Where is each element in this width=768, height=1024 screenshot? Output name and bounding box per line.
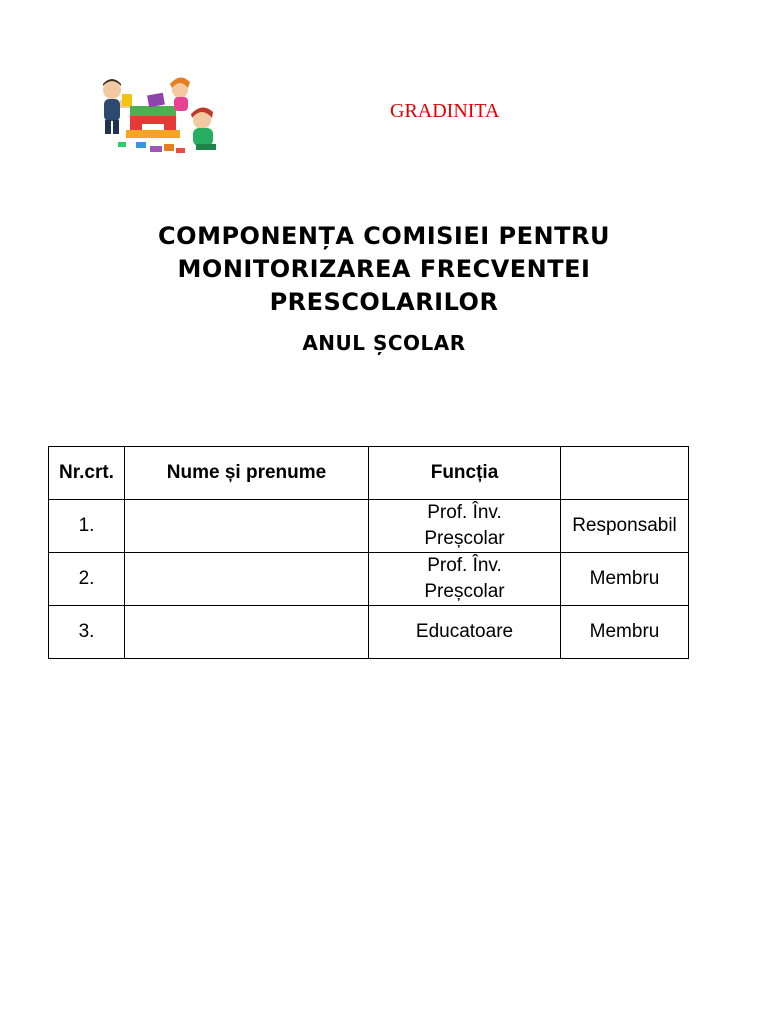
function-line-1: Prof. Înv. bbox=[427, 502, 502, 523]
cell-role: Responsabil bbox=[561, 500, 689, 553]
cell-nr: 1. bbox=[49, 500, 125, 553]
column-header-role bbox=[561, 447, 689, 500]
function-line-2: Preșcolar bbox=[424, 581, 505, 602]
column-header-function: Funcția bbox=[369, 447, 561, 500]
column-header-nr: Nr.crt. bbox=[49, 447, 125, 500]
table-row bbox=[49, 500, 689, 553]
table-header-row bbox=[49, 447, 689, 500]
title-line-1: COMPONENȚA COMISIEI PENTRU bbox=[158, 222, 610, 250]
function-line-1: Educatoare bbox=[415, 621, 514, 642]
title-line-3: PRESCOLARILOR bbox=[269, 288, 499, 316]
school-label: GRADINITA bbox=[390, 100, 500, 122]
children-playing-logo bbox=[92, 76, 226, 158]
cell-nr: 3. bbox=[49, 606, 125, 659]
table-row bbox=[49, 606, 689, 659]
cell-function bbox=[369, 606, 561, 659]
table-row bbox=[49, 553, 689, 606]
cell-function bbox=[369, 500, 561, 553]
cell-name bbox=[125, 606, 369, 659]
cell-role: Membru bbox=[561, 606, 689, 659]
function-line-1: Prof. Înv. bbox=[427, 555, 502, 576]
function-line-2: Preșcolar bbox=[424, 528, 505, 549]
title-line-2: MONITORIZAREA FRECVENTEI bbox=[177, 255, 591, 283]
cell-name bbox=[125, 553, 369, 606]
page-title bbox=[0, 220, 768, 319]
column-header-name: Nume și prenume bbox=[125, 447, 369, 500]
cell-role: Membru bbox=[561, 553, 689, 606]
cell-nr: 2. bbox=[49, 553, 125, 606]
school-year-label: ANUL ȘCOLAR bbox=[302, 331, 466, 355]
cell-name bbox=[125, 500, 369, 553]
committee-table bbox=[48, 446, 689, 659]
cell-function bbox=[369, 553, 561, 606]
